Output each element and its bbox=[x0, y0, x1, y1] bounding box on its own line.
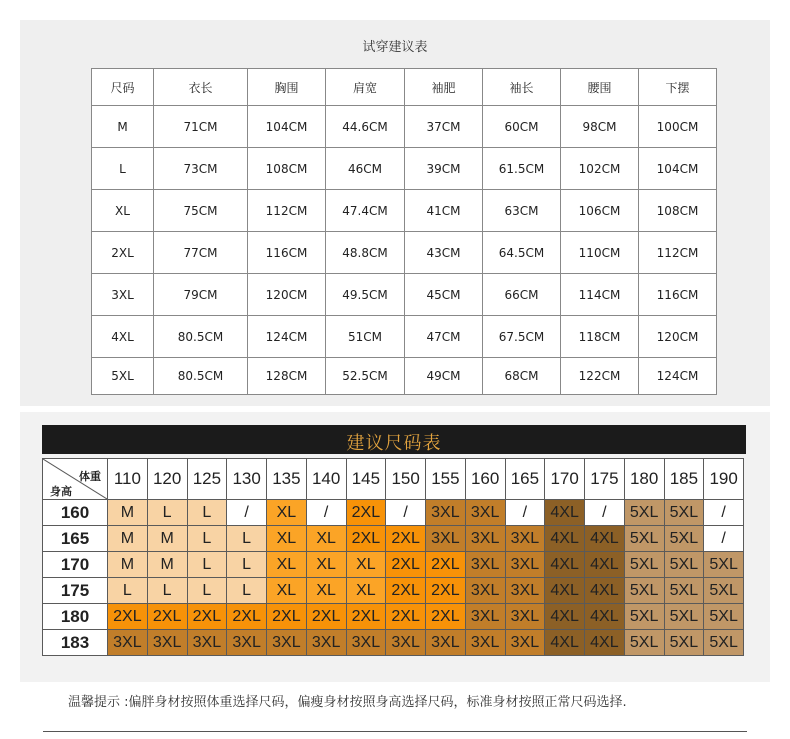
spec-value-cell: 122CM bbox=[561, 358, 639, 395]
size-cell: / bbox=[227, 500, 267, 526]
size-chart-table bbox=[42, 458, 744, 656]
spec-value-cell: 104CM bbox=[248, 106, 326, 148]
weight-header-cell: 110 bbox=[108, 459, 148, 500]
spec-value-cell: 98CM bbox=[561, 106, 639, 148]
spec-value-cell: 49CM bbox=[405, 358, 483, 395]
spec-value-cell: 49.5CM bbox=[326, 274, 405, 316]
size-cell: 3XL bbox=[426, 500, 466, 526]
size-cell: M bbox=[147, 552, 187, 578]
spec-value-cell: 37CM bbox=[405, 106, 483, 148]
size-cell: L bbox=[187, 552, 227, 578]
weight-header-cell: 120 bbox=[147, 459, 187, 500]
spec-value-cell: 68CM bbox=[483, 358, 561, 395]
size-cell: M bbox=[108, 526, 148, 552]
size-cell: 4XL bbox=[545, 526, 585, 552]
size-tip-note: 温馨提示 :偏胖身材按照体重选择尺码，偏瘦身材按照身高选择尺码，标准身材按照正常尺码选择. bbox=[68, 695, 627, 710]
size-cell: 3XL bbox=[346, 630, 386, 656]
spec-value-cell: 66CM bbox=[483, 274, 561, 316]
size-cell: 5XL bbox=[664, 604, 704, 630]
spec-value-cell: 114CM bbox=[561, 274, 639, 316]
spec-value-cell: 43CM bbox=[405, 232, 483, 274]
size-cell: 3XL bbox=[306, 630, 346, 656]
size-cell: 2XL bbox=[108, 604, 148, 630]
spec-table-title: 试穿建议表 bbox=[362, 40, 428, 55]
spec-value-cell: 128CM bbox=[248, 358, 326, 395]
size-cell: 3XL bbox=[187, 630, 227, 656]
size-cell: 3XL bbox=[505, 552, 545, 578]
spec-value-cell: 80.5CM bbox=[154, 358, 248, 395]
size-cell: 3XL bbox=[267, 630, 307, 656]
size-cell: 4XL bbox=[545, 630, 585, 656]
size-cell: L bbox=[147, 578, 187, 604]
spec-value-cell: 39CM bbox=[405, 148, 483, 190]
spec-value-cell: 67.5CM bbox=[483, 316, 561, 358]
size-cell: XL bbox=[267, 500, 307, 526]
spec-value-cell: 71CM bbox=[154, 106, 248, 148]
size-cell: / bbox=[704, 500, 744, 526]
weight-header-row bbox=[43, 459, 744, 500]
corner-header-cell bbox=[43, 459, 108, 500]
weight-header-cell: 165 bbox=[505, 459, 545, 500]
spec-value-cell: 51CM bbox=[326, 316, 405, 358]
height-header-cell: 183 bbox=[43, 630, 108, 656]
spec-value-cell: 118CM bbox=[561, 316, 639, 358]
spec-value-cell: 104CM bbox=[639, 148, 717, 190]
spec-row bbox=[92, 232, 717, 274]
size-cell: L bbox=[187, 526, 227, 552]
size-cell: 4XL bbox=[545, 604, 585, 630]
size-cell: 3XL bbox=[465, 552, 505, 578]
spec-value-cell: 108CM bbox=[248, 148, 326, 190]
size-cell: 3XL bbox=[505, 630, 545, 656]
size-cell: 5XL bbox=[704, 578, 744, 604]
spec-value-cell: 116CM bbox=[639, 274, 717, 316]
size-cell: 5XL bbox=[624, 578, 664, 604]
spec-value-cell: 75CM bbox=[154, 190, 248, 232]
size-cell: XL bbox=[306, 526, 346, 552]
spec-value-cell: 79CM bbox=[154, 274, 248, 316]
size-cell: 5XL bbox=[624, 552, 664, 578]
spec-value-cell: 47.4CM bbox=[326, 190, 405, 232]
size-cell: 5XL bbox=[664, 500, 704, 526]
size-cell: 3XL bbox=[147, 630, 187, 656]
size-cell: XL bbox=[267, 552, 307, 578]
size-cell: 4XL bbox=[545, 500, 585, 526]
spec-header-cell: 肩宽 bbox=[326, 69, 405, 106]
height-row bbox=[43, 552, 744, 578]
size-chart-banner bbox=[42, 425, 746, 454]
size-cell: 5XL bbox=[704, 604, 744, 630]
spec-value-cell: 80.5CM bbox=[154, 316, 248, 358]
height-row bbox=[43, 630, 744, 656]
size-cell: XL bbox=[267, 578, 307, 604]
size-cell: 3XL bbox=[505, 526, 545, 552]
height-row bbox=[43, 604, 744, 630]
height-header-cell: 180 bbox=[43, 604, 108, 630]
size-chart-title: 建议尺码表 bbox=[346, 433, 442, 454]
spec-value-cell: 45CM bbox=[405, 274, 483, 316]
spec-value-cell: 112CM bbox=[248, 190, 326, 232]
size-cell: L bbox=[187, 500, 227, 526]
size-cell: 2XL bbox=[346, 526, 386, 552]
spec-value-cell: 120CM bbox=[639, 316, 717, 358]
size-cell: 2XL bbox=[386, 526, 426, 552]
height-axis-label: 身高 bbox=[50, 486, 72, 498]
spec-value-cell: 120CM bbox=[248, 274, 326, 316]
spec-header-row bbox=[92, 69, 717, 106]
spec-value-cell: 41CM bbox=[405, 190, 483, 232]
weight-header-cell: 140 bbox=[306, 459, 346, 500]
size-cell: 3XL bbox=[227, 630, 267, 656]
size-cell: L bbox=[227, 552, 267, 578]
size-cell: XL bbox=[346, 552, 386, 578]
spec-value-cell: 44.6CM bbox=[326, 106, 405, 148]
size-cell: XL bbox=[346, 578, 386, 604]
size-cell: 3XL bbox=[465, 604, 505, 630]
weight-axis-label: 体重 bbox=[79, 471, 101, 483]
size-cell: 3XL bbox=[426, 630, 466, 656]
weight-header-cell: 175 bbox=[585, 459, 625, 500]
spec-value-cell: 77CM bbox=[154, 232, 248, 274]
spec-value-cell: 112CM bbox=[639, 232, 717, 274]
size-cell: 5XL bbox=[664, 552, 704, 578]
size-cell: 2XL bbox=[346, 604, 386, 630]
size-cell: / bbox=[386, 500, 426, 526]
size-cell: 3XL bbox=[465, 630, 505, 656]
size-cell: L bbox=[187, 578, 227, 604]
spec-value-cell: 124CM bbox=[639, 358, 717, 395]
size-cell: 2XL bbox=[306, 604, 346, 630]
size-cell: 2XL bbox=[386, 604, 426, 630]
spec-header-cell: 胸围 bbox=[248, 69, 326, 106]
spec-size-cell: XL bbox=[92, 190, 154, 232]
size-cell: / bbox=[505, 500, 545, 526]
size-cell: L bbox=[147, 500, 187, 526]
spec-value-cell: 100CM bbox=[639, 106, 717, 148]
weight-header-cell: 150 bbox=[386, 459, 426, 500]
size-cell: M bbox=[147, 526, 187, 552]
size-cell: 5XL bbox=[624, 500, 664, 526]
spec-value-cell: 61.5CM bbox=[483, 148, 561, 190]
size-cell: 5XL bbox=[704, 630, 744, 656]
size-cell: 3XL bbox=[465, 578, 505, 604]
spec-row bbox=[92, 316, 717, 358]
height-header-cell: 165 bbox=[43, 526, 108, 552]
spec-header-cell: 袖肥 bbox=[405, 69, 483, 106]
spec-row bbox=[92, 148, 717, 190]
size-cell: 5XL bbox=[624, 526, 664, 552]
size-cell: 4XL bbox=[545, 578, 585, 604]
weight-header-cell: 130 bbox=[227, 459, 267, 500]
weight-header-cell: 185 bbox=[664, 459, 704, 500]
size-cell: M bbox=[108, 500, 148, 526]
size-cell: M bbox=[108, 552, 148, 578]
spec-value-cell: 47CM bbox=[405, 316, 483, 358]
size-cell: XL bbox=[267, 526, 307, 552]
size-cell: 2XL bbox=[426, 578, 466, 604]
spec-size-cell: 5XL bbox=[92, 358, 154, 395]
spec-row bbox=[92, 106, 717, 148]
size-cell: 4XL bbox=[545, 552, 585, 578]
weight-header-cell: 125 bbox=[187, 459, 227, 500]
spec-size-cell: 2XL bbox=[92, 232, 154, 274]
size-cell: 2XL bbox=[426, 552, 466, 578]
size-cell: 2XL bbox=[227, 604, 267, 630]
weight-header-cell: 155 bbox=[426, 459, 466, 500]
size-cell: 3XL bbox=[465, 526, 505, 552]
spec-size-cell: 4XL bbox=[92, 316, 154, 358]
divider-line bbox=[43, 731, 747, 732]
height-row bbox=[43, 526, 744, 552]
spec-size-cell: M bbox=[92, 106, 154, 148]
spec-row bbox=[92, 358, 717, 395]
spec-value-cell: 60CM bbox=[483, 106, 561, 148]
size-cell: 2XL bbox=[346, 500, 386, 526]
weight-header-cell: 190 bbox=[704, 459, 744, 500]
weight-header-cell: 180 bbox=[624, 459, 664, 500]
size-cell: 3XL bbox=[505, 578, 545, 604]
height-header-cell: 160 bbox=[43, 500, 108, 526]
size-cell: 5XL bbox=[664, 630, 704, 656]
size-cell: 4XL bbox=[585, 604, 625, 630]
size-spec-table bbox=[91, 68, 717, 395]
size-cell: 3XL bbox=[505, 604, 545, 630]
size-cell: 3XL bbox=[426, 526, 466, 552]
size-cell: L bbox=[227, 578, 267, 604]
size-cell: 5XL bbox=[664, 578, 704, 604]
weight-header-cell: 170 bbox=[545, 459, 585, 500]
spec-value-cell: 46CM bbox=[326, 148, 405, 190]
spec-header-cell: 腰围 bbox=[561, 69, 639, 106]
spec-value-cell: 52.5CM bbox=[326, 358, 405, 395]
size-cell: 2XL bbox=[147, 604, 187, 630]
spec-value-cell: 108CM bbox=[639, 190, 717, 232]
spec-header-cell: 下摆 bbox=[639, 69, 717, 106]
size-cell: XL bbox=[306, 578, 346, 604]
size-cell: 2XL bbox=[267, 604, 307, 630]
size-cell: / bbox=[585, 500, 625, 526]
size-cell: 4XL bbox=[585, 578, 625, 604]
spec-size-cell: L bbox=[92, 148, 154, 190]
spec-value-cell: 116CM bbox=[248, 232, 326, 274]
size-cell: L bbox=[108, 578, 148, 604]
weight-header-cell: 160 bbox=[465, 459, 505, 500]
size-cell: 4XL bbox=[585, 526, 625, 552]
weight-header-cell: 145 bbox=[346, 459, 386, 500]
height-row bbox=[43, 578, 744, 604]
spec-row bbox=[92, 190, 717, 232]
spec-value-cell: 124CM bbox=[248, 316, 326, 358]
spec-value-cell: 102CM bbox=[561, 148, 639, 190]
size-cell: 2XL bbox=[426, 604, 466, 630]
size-cell: 2XL bbox=[187, 604, 227, 630]
spec-header-cell: 衣长 bbox=[154, 69, 248, 106]
size-cell: 2XL bbox=[386, 552, 426, 578]
size-cell: / bbox=[306, 500, 346, 526]
spec-value-cell: 110CM bbox=[561, 232, 639, 274]
height-row bbox=[43, 500, 744, 526]
size-cell: 3XL bbox=[386, 630, 426, 656]
size-cell: 2XL bbox=[386, 578, 426, 604]
size-cell: 4XL bbox=[585, 552, 625, 578]
size-cell: 5XL bbox=[704, 552, 744, 578]
size-cell: 5XL bbox=[624, 604, 664, 630]
spec-value-cell: 73CM bbox=[154, 148, 248, 190]
spec-header-cell: 尺码 bbox=[92, 69, 154, 106]
spec-value-cell: 48.8CM bbox=[326, 232, 405, 274]
size-cell: 5XL bbox=[624, 630, 664, 656]
weight-header-cell: 135 bbox=[267, 459, 307, 500]
size-cell: 5XL bbox=[664, 526, 704, 552]
height-header-cell: 175 bbox=[43, 578, 108, 604]
size-cell: 4XL bbox=[585, 630, 625, 656]
spec-value-cell: 63CM bbox=[483, 190, 561, 232]
size-cell: / bbox=[704, 526, 744, 552]
spec-size-cell: 3XL bbox=[92, 274, 154, 316]
spec-value-cell: 106CM bbox=[561, 190, 639, 232]
height-header-cell: 170 bbox=[43, 552, 108, 578]
size-cell: L bbox=[227, 526, 267, 552]
spec-header-cell: 袖长 bbox=[483, 69, 561, 106]
size-cell: 3XL bbox=[108, 630, 148, 656]
size-cell: 3XL bbox=[465, 500, 505, 526]
spec-row bbox=[92, 274, 717, 316]
size-cell: XL bbox=[306, 552, 346, 578]
spec-value-cell: 64.5CM bbox=[483, 232, 561, 274]
